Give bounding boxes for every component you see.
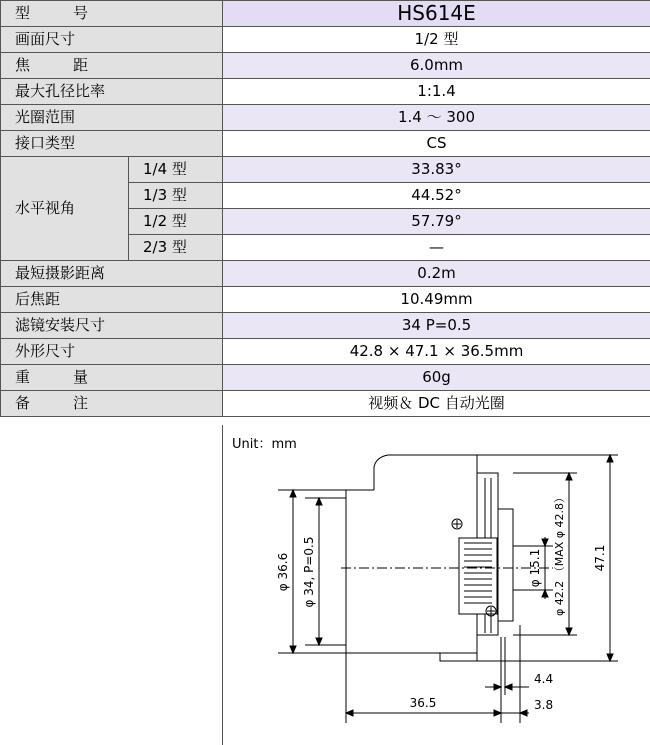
spec-row bbox=[1, 339, 650, 365]
spec-value: 57.79° bbox=[223, 209, 650, 235]
spec-label: 滤镜安装尺寸 bbox=[1, 313, 223, 339]
spec-label: 焦 距 bbox=[1, 53, 223, 79]
spec-value: 1:1.4 bbox=[223, 79, 650, 105]
spec-row bbox=[1, 53, 650, 79]
spec-row bbox=[1, 79, 650, 105]
spec-row bbox=[1, 391, 650, 417]
spec-value: 1/2 型 bbox=[223, 27, 650, 53]
spec-row bbox=[1, 261, 650, 287]
spec-value: 10.49mm bbox=[223, 287, 650, 313]
spec-row bbox=[1, 313, 650, 339]
dimension-drawing bbox=[222, 425, 650, 745]
spec-label: 外形尺寸 bbox=[1, 339, 223, 365]
spec-label: 备 注 bbox=[1, 391, 223, 417]
unit-label: Unit：mm bbox=[232, 437, 297, 452]
spec-value: — bbox=[223, 235, 650, 261]
dim-text-15-1: φ 15.1 bbox=[528, 548, 542, 588]
spec-label: 光圈范围 bbox=[1, 105, 223, 131]
lens-lower-outline bbox=[440, 653, 477, 661]
spec-sublabel: 2/3 型 bbox=[129, 235, 223, 261]
dim-text-47-1: 47.1 bbox=[593, 544, 607, 572]
spec-value: CS bbox=[223, 131, 650, 157]
dim-text-42-2: φ 42.2 （MAX φ 42.8） bbox=[553, 491, 566, 617]
dim-text-34: φ 34, P=0.5 bbox=[302, 536, 316, 608]
spec-sublabel: 1/4 型 bbox=[129, 157, 223, 183]
spec-value: 1.4 ～ 300 bbox=[223, 105, 650, 131]
spec-label: 最短摄影距离 bbox=[1, 261, 223, 287]
spec-value: 44.52° bbox=[223, 183, 650, 209]
spec-row bbox=[1, 105, 650, 131]
spec-label: 后焦距 bbox=[1, 287, 223, 313]
spec-label: 画面尺寸 bbox=[1, 27, 223, 53]
lens-outline-drawing bbox=[223, 425, 650, 745]
spec-sublabel: 1/2 型 bbox=[129, 209, 223, 235]
spec-value: 34 P=0.5 bbox=[223, 313, 650, 339]
spec-row bbox=[1, 131, 650, 157]
spec-value: 0.2m bbox=[223, 261, 650, 287]
spec-row-model bbox=[1, 1, 650, 27]
spec-label: 重 量 bbox=[1, 365, 223, 391]
spec-value: 视频＆ DC 自动光圈 bbox=[223, 391, 650, 417]
spec-row bbox=[1, 27, 650, 53]
dim-text-3-8: 3.8 bbox=[534, 698, 554, 712]
spec-value: 33.83° bbox=[223, 157, 650, 183]
spec-value: 6.0mm bbox=[223, 53, 650, 79]
dim-text-36-6: φ 36.6 bbox=[276, 552, 290, 592]
spec-label: 最大孔径比率 bbox=[1, 79, 223, 105]
spec-row bbox=[1, 287, 650, 313]
model-name: HS614E bbox=[223, 1, 650, 27]
spec-sublabel: 1/3 型 bbox=[129, 183, 223, 209]
spec-row bbox=[1, 157, 650, 183]
spec-label: 水平视角 bbox=[1, 157, 129, 261]
dim-text-36-5: 36.5 bbox=[409, 696, 437, 710]
spec-label: 接口类型 bbox=[1, 131, 223, 157]
dim-text-4-4: 4.4 bbox=[534, 672, 554, 686]
spec-value: 60g bbox=[223, 365, 650, 391]
spec-row bbox=[1, 365, 650, 391]
spec-value: 42.8 × 47.1 × 36.5mm bbox=[223, 339, 650, 365]
spec-label: 型 号 bbox=[1, 1, 223, 27]
